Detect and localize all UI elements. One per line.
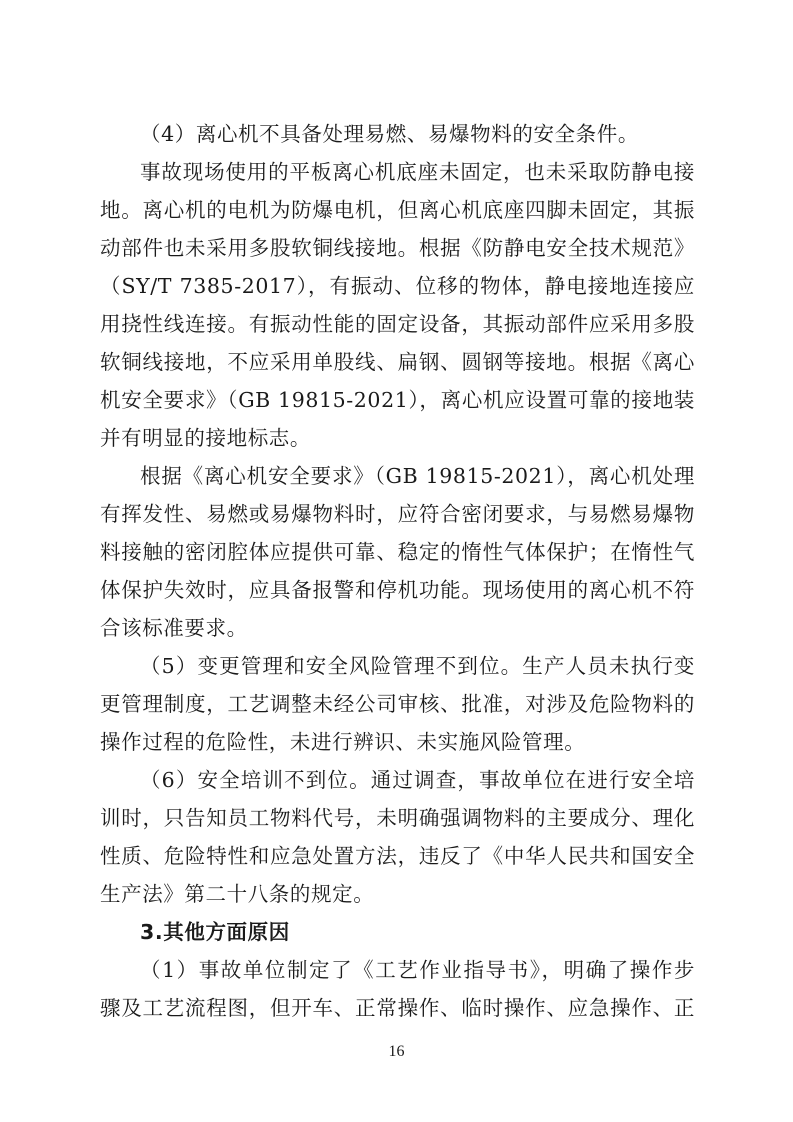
section-heading: 3.其他方面原因 (140, 920, 290, 944)
paragraph-line: 骤及工艺流程图，但开车、正常操作、临时操作、应急操作、正 (100, 996, 695, 1020)
paragraph-line: 用挠性线连接。有振动性能的固定设备，其振动部件应采用多股 (100, 312, 695, 336)
paragraph-line: （4）离心机不具备处理易燃、易爆物料的安全条件。 (140, 122, 639, 146)
paragraph-line: 地。离心机的电机为防爆电机，但离心机底座四脚未固定，其振 (100, 198, 695, 222)
paragraph-line: （1）事故单位制定了《工艺作业指导书》，明确了操作步 (140, 958, 695, 982)
paragraph-line: （6）安全培训不到位。通过调查，事故单位在进行安全培 (140, 768, 695, 792)
paragraph-line: 并有明显的接地标志。 (100, 426, 311, 450)
paragraph-line: 合该标准要求。 (100, 616, 248, 640)
paragraph-line: 性质、危险特性和应急处置方法，违反了《中华人民共和国安全 (100, 844, 695, 868)
paragraph-line: 料接触的密闭腔体应提供可靠、稳定的惰性气体保护；在惰性气 (100, 540, 695, 564)
paragraph-line: 体保护失效时，应具备报警和停机功能。现场使用的离心机不符 (100, 578, 695, 602)
paragraph-line: 动部件也未采用多股软铜线接地。根据《防静电安全技术规范》 (100, 236, 695, 260)
paragraph-line: 操作过程的危险性，未进行辨识、未实施风险管理。 (100, 730, 586, 754)
page-number: 16 (388, 1043, 405, 1060)
paragraph-line: 机安全要求》（GB 19815-2021），离心机应设置可靠的接地装 (100, 388, 695, 412)
paragraph-line: 事故现场使用的平板离心机底座未固定，也未采取防静电接 (140, 160, 695, 184)
paragraph-line: 软铜线接地，不应采用单股线、扁钢、圆钢等接地。根据《离心 (100, 350, 695, 374)
paragraph-line: 有挥发性、易燃或易爆物料时，应符合密闭要求，与易燃易爆物 (100, 502, 695, 526)
paragraph-line: 更管理制度，工艺调整未经公司审核、批准，对涉及危险物料的 (100, 692, 695, 716)
paragraph-line: 训时，只告知员工物料代号，未明确强调物料的主要成分、理化 (100, 806, 695, 830)
paragraph-line: （SY/T 7385-2017），有振动、位移的物体，静电接地连接应 (100, 274, 695, 298)
paragraph-line: （5）变更管理和安全风险管理不到位。生产人员未执行变 (140, 654, 695, 678)
paragraph-line: 生产法》第二十八条的规定。 (100, 882, 375, 906)
paragraph-line: 根据《离心机安全要求》（GB 19815-2021），离心机处理 (140, 464, 695, 488)
